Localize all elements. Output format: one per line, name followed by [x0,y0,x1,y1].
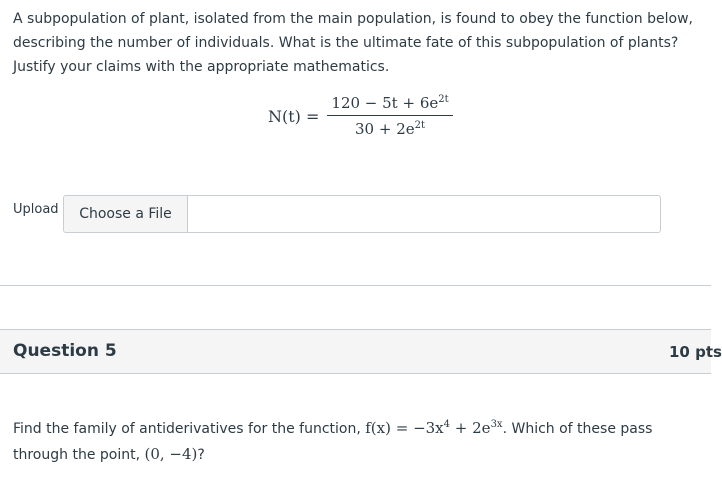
population-formula [268,88,453,144]
question-5-text: Find the family of antiderivatives for the function, $f(x) = -3x^4 + 2e^{3x}$. Which of these pass through the point, (0, −4)? [13,419,653,463]
point-expression: (0, −4) [144,445,198,463]
section-divider [0,285,711,286]
function-expression: $f(x) = -3x^4 + 2e^{3x}$ [365,419,503,437]
formula-denominator: $30 + 2e^{2t}$ [355,120,426,138]
formula-numerator: $120 - 5t + 6e^{2t}$ [327,94,452,116]
question-5-header [0,329,722,374]
question-5-points: 10 pts [669,343,722,361]
formula-fraction [327,94,452,138]
choose-file-button[interactable]: Choose a File [64,196,188,232]
question-4-text: A subpopulation of plant, isolated from the main population, is found to obey the function below, describing the number of individuals. What is the ultimate fate of this subpopulation of plants? Justify your claims with the appropriate mathematics. [13,11,693,75]
question-5-title: Question 5 [13,341,117,361]
file-upload-field[interactable] [63,195,661,233]
formula-lhs: N(t) = [268,106,320,126]
upload-label: Upload [13,202,59,217]
